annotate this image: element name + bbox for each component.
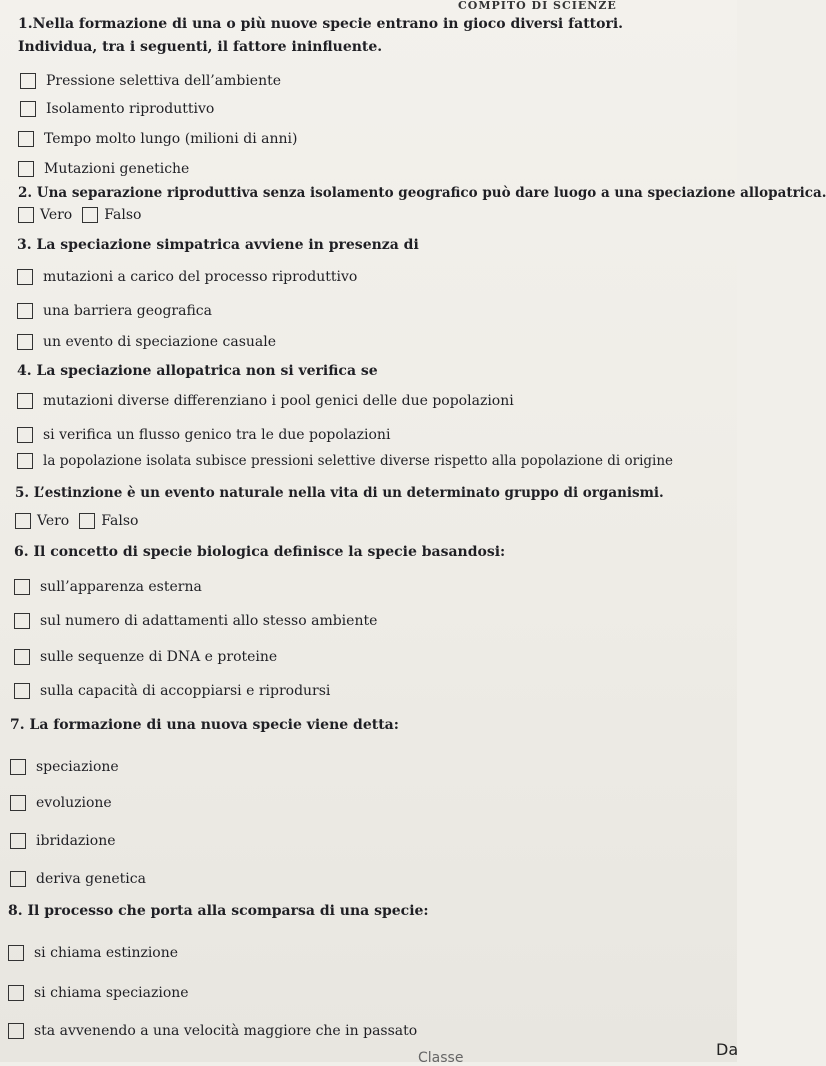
checkbox[interactable] [18,131,34,147]
q3-option-3[interactable]: un evento di speciazione casuale [17,333,276,351]
class-label: Classe [418,1050,464,1066]
question-8-text: 8. Il processo che porta alla scomparsa di una specie: [8,903,429,919]
q1-option-4[interactable]: Mutazioni genetiche [18,160,189,178]
checkbox[interactable] [17,303,33,319]
q8-option-2[interactable]: si chiama speciazione [8,984,189,1002]
checkbox[interactable] [17,453,33,469]
checkbox[interactable] [14,683,30,699]
checkbox[interactable] [20,101,36,117]
q8-option-1[interactable]: si chiama estinzione [8,944,178,962]
question-1-line-2: Individua, tra i seguenti, il fattore ininfluente. [18,39,383,55]
checkbox[interactable] [10,759,26,775]
checkbox[interactable] [8,985,24,1001]
q4-option-2[interactable]: si verifica un flusso genico tra le due popolazioni [17,426,390,444]
page-header-title: COMPITO DI SCIENZE [458,0,617,12]
q7-option-2[interactable]: evoluzione [10,794,112,812]
checkbox[interactable] [14,613,30,629]
question-1-line-1: 1.Nella formazione di una o più nuove specie entrano in gioco diversi fattori. [18,16,624,32]
q6-option-4[interactable]: sulla capacità di accoppiarsi e riprodursi [14,682,330,700]
q1-option-3[interactable]: Tempo molto lungo (milioni di anni) [18,130,297,148]
q7-option-3[interactable]: ibridazione [10,832,116,850]
checkbox[interactable] [14,649,30,665]
checkbox[interactable] [18,161,34,177]
checkbox[interactable] [14,579,30,595]
question-4-text: 4. La speciazione allopatrica non si verifica se [17,363,378,379]
question-6-text: 6. Il concetto di specie biologica definisce la specie basandosi: [14,544,506,560]
q5-true-false: Vero Falso [15,512,138,530]
checkbox[interactable] [17,427,33,443]
checkbox[interactable] [10,871,26,887]
q8-option-3[interactable]: sta avvenendo a una velocità maggiore che in passato [8,1022,417,1040]
checkbox[interactable] [17,393,33,409]
checkbox[interactable] [10,795,26,811]
question-5-text: 5. L’estinzione è un evento naturale nella vita di un determinato gruppo di organismi. [15,485,664,501]
checkbox[interactable] [17,334,33,350]
true-checkbox[interactable] [15,513,31,529]
question-2-text: 2. Una separazione riproduttiva senza isolamento geografico può dare luogo a una speciazione allopatrica. [18,185,826,201]
q3-option-2[interactable]: una barriera geografica [17,302,212,320]
q6-option-2[interactable]: sul numero di adattamenti allo stesso ambiente [14,612,377,630]
q1-option-2[interactable]: Isolamento riproduttivo [20,100,214,118]
q4-option-1[interactable]: mutazioni diverse differenziano i pool genici delle due popolazioni [17,392,514,410]
q4-option-3[interactable]: la popolazione isolata subisce pressioni selettive diverse rispetto alla popolazione di origine [17,452,673,470]
q3-option-1[interactable]: mutazioni a carico del processo riproduttivo [17,268,357,286]
q6-option-1[interactable]: sull’apparenza esterna [14,578,202,596]
question-7-text: 7. La formazione di una nuova specie viene detta: [10,717,399,733]
true-checkbox[interactable] [18,207,34,223]
question-3-text: 3. La speciazione simpatrica avviene in presenza di [17,237,419,253]
q6-option-3[interactable]: sulle sequenze di DNA e proteine [14,648,277,666]
q7-option-1[interactable]: speciazione [10,758,119,776]
checkbox[interactable] [8,945,24,961]
q7-option-4[interactable]: deriva genetica [10,870,146,888]
q1-option-1[interactable]: Pressione selettiva dell’ambiente [20,72,281,90]
checkbox[interactable] [10,833,26,849]
checkbox[interactable] [17,269,33,285]
checkbox[interactable] [20,73,36,89]
false-checkbox[interactable] [79,513,95,529]
checkbox[interactable] [8,1023,24,1039]
false-checkbox[interactable] [82,207,98,223]
q2-true-false: Vero Falso [18,206,141,224]
date-label: Da [716,1040,739,1059]
